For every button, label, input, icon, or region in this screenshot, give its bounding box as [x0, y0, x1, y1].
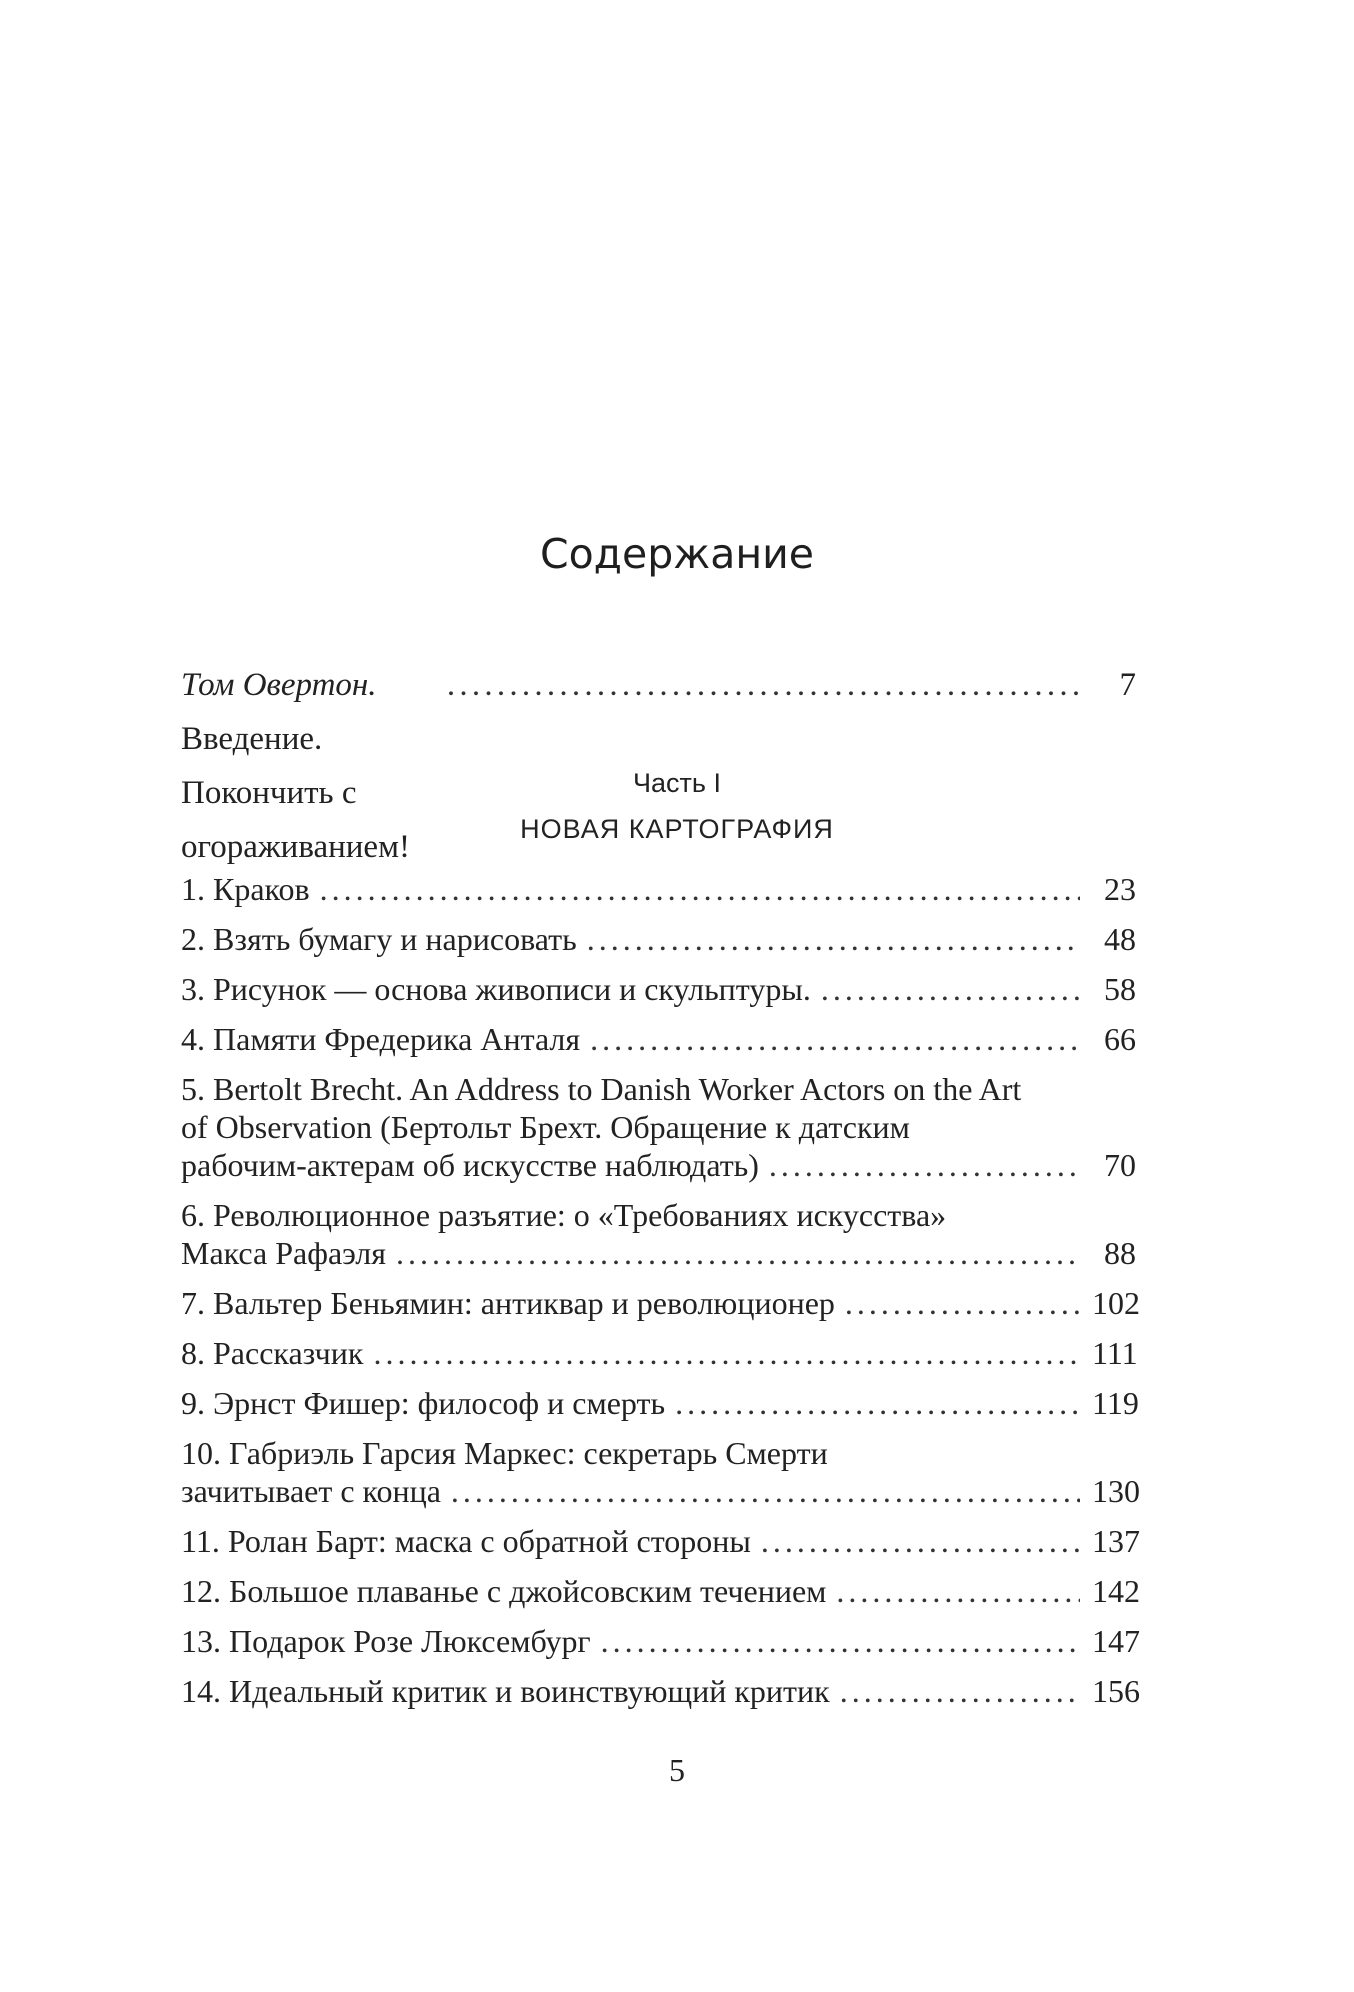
toc-entry-page-number: 70: [1104, 1147, 1136, 1183]
toc-entry-page-number: 88: [1104, 1235, 1136, 1271]
toc-entry-title: 11. Ролан Барт: маска с обратной стороны: [181, 1523, 751, 1559]
toc-entry-page-number: 119: [1092, 1385, 1139, 1421]
toc-entry-title: 12. Большое плаванье с джойсовским течением: [181, 1573, 827, 1609]
intro-title: Введение. Покончить с огораживанием!: [181, 721, 410, 865]
toc-list: [181, 870, 1140, 1722]
toc-entry-row: [181, 1234, 1136, 1272]
toc-entry[interactable]: [181, 1284, 1140, 1322]
toc-entry[interactable]: [181, 1622, 1140, 1660]
toc-entry-page-number: 23: [1104, 871, 1136, 907]
dot-leader: [675, 1384, 1080, 1422]
toc-entry-row: [181, 1284, 1140, 1322]
toc-entry-page-number: 111: [1092, 1335, 1138, 1371]
intro-page-number: 7: [1119, 667, 1136, 703]
toc-entry-title: зачитывает с конца: [181, 1473, 441, 1509]
toc-entry-page-number: 147: [1092, 1623, 1140, 1659]
dot-leader: [451, 1472, 1080, 1510]
toc-entry-row: [181, 1146, 1136, 1184]
dot-leader: [320, 870, 1080, 908]
dot-leader: [601, 1622, 1080, 1660]
part-label: Часть I: [633, 768, 721, 798]
toc-entry-page-number: 102: [1092, 1285, 1140, 1321]
toc-entry-page-number: 48: [1104, 921, 1136, 957]
toc-entry-page-number: 137: [1092, 1523, 1140, 1559]
toc-entry-line: 10. Габриэль Гарсия Маркес: секретарь Смерти: [181, 1435, 828, 1471]
toc-entry[interactable]: [181, 1334, 1136, 1372]
toc-entry-title: 7. Вальтер Беньямин: антиквар и революционер: [181, 1285, 835, 1321]
toc-entry[interactable]: [181, 870, 1136, 908]
toc-entry-line: of Observation (Бертольт Брехт. Обращение к датским: [181, 1109, 910, 1145]
dot-leader: [761, 1522, 1080, 1560]
toc-entry-page-number: 66: [1104, 1021, 1136, 1057]
toc-entry[interactable]: [181, 1384, 1139, 1422]
toc-entry[interactable]: [181, 1020, 1136, 1058]
toc-entry-title: 8. Рассказчик: [181, 1335, 364, 1371]
dot-leader: [373, 1334, 1080, 1372]
toc-entry-title: 2. Взять бумагу и нарисовать: [181, 921, 577, 957]
dot-leader: [447, 658, 1080, 712]
dot-leader: [769, 1146, 1080, 1184]
toc-entry-page-number: 142: [1092, 1573, 1140, 1609]
toc-entry[interactable]: [181, 1672, 1140, 1710]
toc-entry-row: [181, 1020, 1136, 1058]
toc-entry[interactable]: [181, 920, 1136, 958]
toc-entry-title: 3. Рисунок — основа живописи и скульптуры.: [181, 971, 811, 1007]
dot-leader: [840, 1672, 1080, 1710]
toc-entry-title: 4. Памяти Фредерика Анталя: [181, 1021, 581, 1057]
toc-entry-row: [181, 1622, 1140, 1660]
toc-entry-row: [181, 1522, 1140, 1560]
toc-entry-page-number: 58: [1104, 971, 1136, 1007]
toc-entry-row: [181, 1472, 1140, 1510]
page-number: 5: [669, 1752, 685, 1788]
dot-leader: [845, 1284, 1080, 1322]
toc-entry[interactable]: [181, 1572, 1140, 1610]
toc-entry-title: рабочим-актерам об искусстве наблюдать): [181, 1147, 759, 1183]
part-title: НОВАЯ КАРТОГРАФИЯ: [520, 814, 834, 844]
toc-entry[interactable]: [181, 1434, 1140, 1510]
toc-entry[interactable]: [181, 1196, 1136, 1272]
toc-entry-row: [181, 1672, 1140, 1710]
toc-entry-title: 13. Подарок Розе Люксембург: [181, 1623, 591, 1659]
toc-entry-row: [181, 870, 1136, 908]
toc-entry-page-number: 156: [1092, 1673, 1140, 1709]
dot-leader: [821, 970, 1080, 1008]
dot-leader: [396, 1234, 1080, 1272]
toc-entry[interactable]: [181, 970, 1136, 1008]
toc-entry-line: 5. Bertolt Brecht. An Address to Danish Worker Actors on the Art: [181, 1071, 1022, 1107]
intro-author: Том Овертон.: [181, 667, 377, 703]
toc-entry[interactable]: [181, 1070, 1136, 1184]
toc-entry-row: [181, 920, 1136, 958]
dot-leader: [836, 1572, 1080, 1610]
page-title: Содержание: [539, 530, 815, 578]
toc-entry[interactable]: [181, 1522, 1140, 1560]
toc-entry-title: 1. Краков: [181, 871, 310, 907]
toc-entry-row: [181, 970, 1136, 1008]
toc-entry-page-number: 130: [1092, 1473, 1140, 1509]
toc-entry-line: 6. Революционное разъятие: о «Требованиях искусства»: [181, 1197, 947, 1233]
dot-leader: [587, 920, 1080, 958]
toc-entry-title: 9. Эрнст Фишер: философ и смерть: [181, 1385, 666, 1421]
toc-entry-row: [181, 1334, 1136, 1372]
toc-entry-title: 14. Идеальный критик и воинствующий критик: [181, 1673, 830, 1709]
toc-entry-row: [181, 1384, 1139, 1422]
toc-entry-row: [181, 1572, 1140, 1610]
toc-entry-title: Макса Рафаэля: [181, 1235, 386, 1271]
dot-leader: [590, 1020, 1080, 1058]
